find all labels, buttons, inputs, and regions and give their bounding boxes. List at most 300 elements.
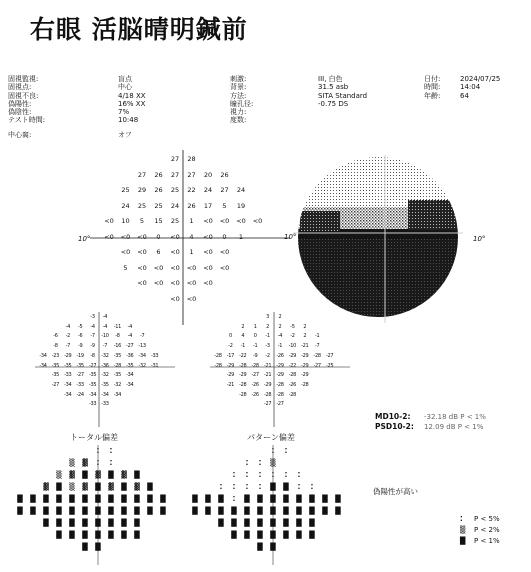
threshold-value: <0 (203, 263, 213, 272)
total-deviation-value: -33 (76, 381, 84, 388)
info-value: 中心 (118, 83, 132, 92)
total-deviation-symbol: ▓ (121, 471, 127, 479)
pattern-deviation-value: -26 (251, 381, 259, 388)
total-deviation-symbol: ▓ (43, 483, 49, 491)
pattern-deviation-symbol: █ (231, 531, 237, 539)
total-deviation-value: -27 (88, 362, 97, 369)
threshold-value: 20 (203, 170, 213, 179)
total-deviation-value: -35 (113, 352, 122, 359)
threshold-value: 27 (170, 155, 180, 163)
total-deviation-symbol: █ (95, 507, 101, 515)
pattern-deviation-value: -26 (288, 381, 297, 388)
pattern-deviation-symbol: █ (296, 531, 302, 539)
total-deviation-symbol: █ (82, 531, 88, 539)
pattern-deviation-value: -1 (314, 333, 320, 340)
pattern-deviation-value: -27 (313, 362, 321, 369)
legend-row (460, 526, 525, 537)
pattern-deviation-symbol: ▒ (270, 459, 276, 467)
total-deviation-value: -34 (39, 362, 47, 369)
psd-label: PSD10-2: (375, 422, 414, 431)
threshold-value: 10 (121, 217, 130, 225)
info-value: III, 白色 (318, 75, 343, 83)
total-deviation-value: -34 (101, 391, 109, 398)
total-deviation-symbol: █ (160, 495, 166, 503)
md-label: MD10-2: (375, 412, 411, 421)
pattern-deviation-value: -28 (276, 381, 284, 388)
pattern-deviation-symbol: █ (218, 507, 224, 515)
total-deviation-value: -13 (138, 343, 146, 350)
total-deviation-symbol: █ (121, 483, 127, 491)
total-deviation-value: -35 (101, 381, 109, 388)
threshold-value: 1 (238, 232, 244, 241)
info-value: 7% (118, 108, 130, 117)
threshold-value: 1 (189, 248, 194, 256)
pattern-deviation-symbol: █ (218, 519, 224, 527)
pattern-deviation-symbol: ⁚ (271, 447, 275, 455)
threshold-value: 27 (220, 186, 229, 194)
pattern-deviation-symbol: ⁚ (219, 483, 223, 491)
total-deviation-symbol: █ (95, 483, 101, 491)
threshold-value: <0 (203, 232, 213, 241)
pattern-deviation-value: -28 (313, 352, 321, 359)
pattern-deviation-value: -2 (228, 343, 233, 350)
info-label: 視力: (230, 108, 247, 117)
legend-text: P < 2% (474, 526, 500, 534)
total-deviation-value: -34 (64, 391, 72, 398)
info-col3-labels (424, 75, 440, 100)
info-value: 4/18 XX (118, 91, 146, 100)
info-label: 固視監視: (8, 75, 39, 83)
pattern-deviation-symbol: █ (192, 495, 198, 503)
total-deviation-symbol: █ (160, 507, 166, 515)
total-deviation-value: -16 (113, 343, 122, 350)
pattern-deviation-prob-plot (185, 445, 345, 565)
total-deviation-symbol: █ (134, 519, 140, 527)
pattern-deviation-value: 2 (303, 323, 307, 330)
pattern-deviation-symbol: █ (257, 543, 263, 551)
total-deviation-symbol: █ (56, 531, 62, 539)
total-deviation-symbol: █ (43, 507, 49, 515)
pattern-deviation-value: -22 (288, 362, 297, 369)
total-deviation-value: -4 (65, 323, 70, 330)
grayscale-axis-label-right: 10° (473, 235, 486, 243)
threshold-value: <0 (186, 294, 197, 303)
pattern-deviation-symbol: ⁚ (310, 483, 314, 491)
total-deviation-value: -9 (77, 343, 83, 350)
total-deviation-symbol: ▓ (82, 483, 88, 491)
pattern-deviation-value: -27 (263, 401, 272, 408)
info-value: 2024/07/25 (460, 75, 501, 83)
total-deviation-symbol: █ (82, 495, 88, 503)
threshold-value: <0 (170, 232, 180, 241)
pattern-deviation-value: -28 (288, 372, 297, 379)
pattern-deviation-value: -29 (276, 362, 284, 369)
pattern-deviation-symbol: ⁚ (232, 495, 236, 503)
threshold-value: 27 (170, 170, 180, 179)
info-label: 中心窩: (8, 130, 32, 139)
pattern-deviation-symbol: ⁚ (284, 471, 288, 479)
threshold-value: <0 (104, 232, 114, 241)
total-prob-axes (10, 445, 170, 565)
total-deviation-symbol: █ (108, 495, 114, 503)
pattern-deviation-symbol: █ (270, 543, 276, 551)
threshold-value: <0 (137, 279, 147, 287)
pattern-deviation-symbol: █ (283, 531, 289, 539)
threshold-value: 25 (121, 186, 130, 194)
threshold-value: <0 (170, 279, 180, 287)
info-label: 刺激: (230, 75, 247, 83)
pattern-deviation-value: -7 (314, 343, 320, 350)
total-deviation-value: -33 (64, 372, 72, 379)
threshold-value: <0 (203, 279, 213, 287)
total-deviation-value: -35 (51, 372, 60, 379)
total-deviation-value: -24 (76, 391, 84, 398)
total-deviation-symbol: █ (30, 507, 36, 515)
threshold-value: <0 (153, 263, 164, 272)
pattern-deviation-symbol: █ (218, 495, 224, 503)
pattern-deviation-symbol: ⁚ (232, 471, 236, 479)
pattern-deviation-value: -29 (226, 372, 235, 379)
threshold-value: 26 (154, 186, 163, 194)
total-deviation-symbol: █ (147, 483, 153, 491)
pattern-deviation-symbol: █ (231, 507, 237, 515)
total-deviation-value: -36 (126, 352, 134, 359)
pattern-deviation-value: -28 (214, 352, 222, 359)
total-deviation-symbol: ▓ (95, 471, 101, 479)
threshold-value: <0 (120, 248, 131, 256)
total-deviation-value: -33 (150, 352, 159, 359)
info-label: 日付: (424, 75, 441, 83)
pattern-deviation-symbol: █ (283, 495, 289, 503)
total-deviation-symbol: ⁚ (96, 447, 100, 455)
pattern-deviation-symbol: █ (322, 495, 328, 503)
legend-row (460, 515, 525, 526)
pattern-deviation-symbol: █ (244, 507, 250, 515)
total-deviation-value: -34 (88, 391, 97, 398)
total-deviation-value: -35 (64, 362, 72, 369)
pattern-deviation-plot (210, 312, 350, 427)
total-deviation-prob-plot (10, 445, 170, 565)
total-deviation-value: -4 (127, 323, 132, 330)
info-label: 背景: (230, 83, 247, 92)
total-deviation-symbol: █ (82, 543, 88, 551)
total-deviation-value: -28 (113, 362, 122, 369)
threshold-value: <0 (120, 232, 131, 241)
pattern-deviation-value: -28 (214, 362, 222, 369)
total-deviation-value: -6 (77, 333, 83, 340)
total-deviation-value: -8 (90, 352, 95, 359)
threshold-value: 15 (154, 217, 163, 225)
threshold-value: 29 (137, 186, 147, 194)
total-deviation-symbol: ▓ (69, 471, 75, 479)
pattern-deviation-symbol: ⁚ (258, 471, 262, 479)
total-deviation-value: -32 (101, 372, 109, 379)
total-deviation-symbol: █ (82, 507, 88, 515)
pattern-deviation-value: -29 (301, 372, 309, 379)
threshold-value: <0 (252, 217, 263, 225)
reliability-text: 偽陽性が高い (373, 487, 418, 496)
pattern-deviation-symbol: ⁚ (297, 483, 301, 491)
pattern-deviation-symbol: █ (309, 507, 315, 515)
total-deviation-symbol: ⁚ (109, 459, 113, 467)
info-label: テスト時間: (8, 116, 46, 125)
pattern-deviation-symbol: █ (335, 495, 341, 503)
pattern-deviation-value: -29 (263, 381, 272, 388)
info-label: 固視不良: (8, 91, 39, 100)
total-deviation-symbol: █ (56, 483, 62, 491)
total-deviation-value: -11 (113, 323, 122, 330)
pattern-deviation-symbol: █ (270, 495, 276, 503)
total-deviation-symbol: █ (69, 507, 75, 515)
pattern-deviation-value: -4 (277, 333, 283, 340)
grayscale-plot (288, 145, 468, 330)
threshold-value: 25 (170, 217, 180, 225)
threshold-value: 27 (187, 170, 196, 179)
pattern-deviation-value: -25 (325, 362, 334, 369)
pattern-deviation-value: 0 (253, 333, 257, 340)
total-deviation-value: -35 (76, 362, 84, 369)
pattern-deviation-symbol: ⁚ (258, 483, 262, 491)
pattern-deviation-symbol: █ (309, 495, 315, 503)
pattern-deviation-value: -3 (265, 343, 270, 350)
threshold-value: 6 (156, 248, 161, 256)
total-deviation-value: -33 (88, 401, 97, 408)
info-label: 時間: (424, 83, 441, 92)
pattern-deviation-value: 1 (253, 323, 257, 330)
pattern-deviation-value: -28 (288, 391, 297, 398)
total-deviation-symbol: █ (69, 495, 75, 503)
total-deviation-symbol: █ (134, 531, 140, 539)
threshold-axis-label-right: 10° (284, 233, 297, 241)
threshold-value: <0 (236, 217, 246, 225)
info-value: 16% XX (118, 99, 146, 108)
pattern-deviation-value: -28 (251, 362, 259, 369)
total-deviation-symbol: █ (69, 519, 75, 527)
threshold-value: <0 (219, 263, 230, 272)
pattern-deviation-symbol: ⁚ (284, 447, 288, 455)
pattern-deviation-symbol: █ (244, 531, 250, 539)
threshold-value: <0 (170, 294, 180, 303)
pattern-deviation-value: -21 (263, 372, 272, 379)
total-deviation-value: -36 (101, 362, 109, 369)
total-deviation-symbol: █ (82, 471, 88, 479)
total-deviation-value: -32 (138, 362, 146, 369)
total-deviation-symbol: █ (121, 507, 127, 515)
total-deviation-symbol: █ (108, 519, 114, 527)
total-deviation-symbol: █ (56, 495, 62, 503)
info-label: 瞳孔径: (230, 99, 254, 108)
pattern-deviation-value: 2 (303, 333, 307, 340)
pattern-deviation-value: -28 (301, 381, 309, 388)
pattern-deviation-value: -21 (301, 343, 309, 350)
total-deviation-value: -27 (51, 381, 60, 388)
legend-row (460, 537, 525, 548)
threshold-axis-label-left: 10° (78, 235, 91, 243)
total-deviation-symbol: █ (95, 531, 101, 539)
total-deviation-symbol: ⁚ (96, 459, 100, 467)
total-deviation-value: -7 (102, 343, 108, 350)
threshold-value: <0 (137, 248, 147, 256)
pattern-deviation-value: -29 (288, 352, 297, 359)
total-deviation-symbol: █ (69, 531, 75, 539)
total-deviation-value: -6 (53, 333, 58, 340)
pattern-deviation-symbol: ⁚ (232, 483, 236, 491)
pattern-deviation-value: -9 (252, 352, 258, 359)
total-deviation-symbol: █ (121, 519, 127, 527)
pattern-deviation-value: -26 (251, 391, 259, 398)
total-deviation-symbol: █ (95, 495, 101, 503)
total-deviation-symbol: ▓ (82, 459, 88, 467)
total-deviation-symbol: █ (17, 495, 23, 503)
total-deviation-value: -35 (51, 362, 60, 369)
threshold-value: <0 (186, 263, 197, 272)
total-deviation-symbol: █ (121, 531, 127, 539)
pattern-deviation-symbol: █ (309, 531, 315, 539)
total-deviation-value: -29 (64, 352, 72, 359)
pattern-deviation-value: 2 (278, 314, 282, 320)
pattern-deviation-value: -28 (239, 391, 247, 398)
pattern-deviation-value: 4 (241, 333, 245, 340)
threshold-value: <0 (153, 279, 164, 287)
pattern-deviation-value: -28 (239, 362, 247, 369)
total-deviation-symbol: █ (108, 507, 114, 515)
total-deviation-value: -34 (113, 391, 122, 398)
pattern-deviation-symbol: █ (283, 519, 289, 527)
threshold-value: 5 (222, 201, 227, 210)
total-deviation-symbol: ▒ (56, 471, 62, 479)
total-deviation-value: -35 (113, 372, 122, 379)
total-deviation-symbol: █ (147, 495, 153, 503)
threshold-value: 25 (170, 186, 180, 194)
total-deviation-value: -33 (101, 401, 109, 408)
total-deviation-value: -34 (39, 352, 47, 359)
pattern-deviation-value: -29 (226, 362, 235, 369)
info-value: 31.5 asb (318, 83, 349, 92)
total-deviation-symbol: █ (121, 495, 127, 503)
info-value: オフ (118, 130, 132, 139)
pattern-deviation-value: -21 (226, 381, 235, 388)
total-deviation-value: -32 (113, 381, 122, 388)
threshold-value: 22 (187, 186, 196, 194)
threshold-value: 26 (220, 170, 229, 179)
total-deviation-symbol: █ (108, 471, 114, 479)
info-label: 度数: (230, 116, 247, 125)
total-deviation-symbol: █ (43, 519, 49, 527)
total-deviation-symbol: ▓ (134, 483, 140, 491)
threshold-value: 24 (170, 201, 180, 210)
total-deviation-value: -32 (101, 352, 109, 359)
pattern-deviation-symbol: █ (270, 519, 276, 527)
pattern-deviation-value: -5 (290, 323, 295, 330)
pattern-deviation-symbol: ⁚ (245, 483, 249, 491)
pattern-deviation-symbol: ⁚ (297, 471, 301, 479)
pattern-deviation-value: -29 (301, 362, 309, 369)
legend-symbol-icon: ⁚ (460, 515, 463, 523)
pattern-deviation-value: -28 (276, 391, 284, 398)
total-deviation-value: -4 (127, 333, 132, 340)
info-value: -0.75 DS (318, 99, 349, 108)
threshold-value: 24 (236, 186, 246, 194)
pattern-deviation-value: -1 (277, 343, 283, 350)
total-deviation-symbol: █ (56, 507, 62, 515)
pattern-deviation-value: -26 (276, 352, 284, 359)
pattern-deviation-value: -29 (276, 372, 284, 379)
pattern-deviation-symbol: █ (244, 495, 250, 503)
pattern-deviation-symbol: █ (270, 507, 276, 515)
threshold-value: <0 (203, 248, 213, 256)
pattern-deviation-symbol: █ (231, 519, 237, 527)
total-deviation-symbol: █ (134, 507, 140, 515)
info-label: 年齢: (424, 91, 441, 100)
threshold-value: <0 (219, 248, 230, 256)
pattern-deviation-symbol: █ (192, 507, 198, 515)
total-deviation-symbol: █ (134, 495, 140, 503)
info-value: 10:48 (118, 116, 139, 125)
threshold-value: <0 (137, 263, 147, 272)
pattern-deviation-symbol: █ (257, 507, 263, 515)
threshold-value: 28 (187, 155, 196, 163)
total-deviation-symbol: █ (17, 507, 23, 515)
info-label: 固視点: (8, 83, 32, 92)
pattern-deviation-symbol: █ (296, 507, 302, 515)
threshold-value: 0 (156, 232, 161, 241)
info-label: 偽陽性: (8, 99, 32, 108)
info-value: SITA Standard (318, 91, 368, 100)
pattern-deviation-value: 2 (266, 323, 270, 330)
pattern-deviation-value: -1 (265, 333, 270, 340)
pattern-deviation-value: 2 (278, 323, 282, 330)
info-col3-values (460, 75, 500, 100)
total-deviation-symbol: ⁚ (109, 447, 113, 455)
threshold-value: <0 (219, 217, 230, 225)
legend-text: P < 5% (474, 515, 500, 523)
threshold-value: <0 (203, 217, 213, 225)
legend (460, 515, 525, 548)
threshold-value: <0 (186, 279, 197, 287)
total-deviation-value: -27 (126, 343, 134, 350)
pattern-deviation-symbol: █ (309, 519, 315, 527)
total-deviation-symbol: █ (30, 495, 36, 503)
threshold-value: <0 (137, 232, 147, 241)
threshold-value: <0 (170, 263, 180, 272)
pattern-deviation-value: -2 (290, 333, 295, 340)
threshold-value: 19 (236, 201, 246, 210)
total-deviation-value: -4 (102, 323, 108, 330)
total-deviation-value: -34 (138, 352, 146, 359)
total-deviation-symbol: █ (95, 543, 101, 551)
pattern-deviation-symbol: █ (257, 519, 263, 527)
pattern-deviation-value: -29 (301, 352, 309, 359)
pattern-deviation-symbol: █ (283, 507, 289, 515)
info-col1-values (118, 75, 146, 139)
pattern-deviation-symbol: █ (205, 495, 211, 503)
total-deviation-plot (35, 312, 175, 427)
info-label: 偽陰性: (8, 108, 32, 117)
total-deviation-value: -34 (64, 381, 72, 388)
total-deviation-value: -5 (77, 323, 83, 330)
info-col1-labels (8, 75, 45, 139)
total-deviation-symbol: ▓ (108, 483, 114, 491)
total-deviation-symbol: ▒ (69, 483, 75, 491)
threshold-value: 4 (189, 232, 194, 241)
total-deviation-symbol: █ (147, 507, 153, 515)
pattern-deviation-symbol: █ (270, 483, 276, 491)
threshold-value: 5 (139, 217, 145, 225)
pattern-deviation-symbol: █ (322, 507, 328, 515)
total-deviation-value: -8 (115, 333, 120, 340)
total-deviation-symbol: █ (108, 531, 114, 539)
pattern-deviation-symbol: █ (205, 507, 211, 515)
